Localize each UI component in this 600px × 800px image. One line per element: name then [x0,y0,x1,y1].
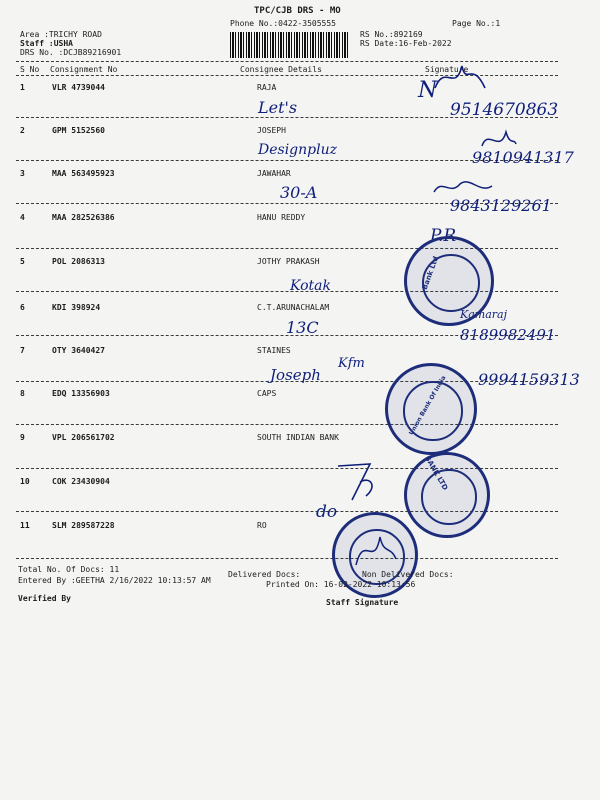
column-header-signature: Signature [425,65,469,74]
row-consignee: CAPS [257,389,277,398]
row-consignee: HANU REDDY [257,213,306,222]
bank-seal-stamp [404,452,490,538]
stamp-label: BANK LTD [423,454,450,492]
row-consignment: KDI 398924 [52,303,101,312]
row-sno: 2 [20,126,25,135]
handwritten-note: do [316,502,338,522]
row-consignment: MAA 282526386 [52,213,115,222]
row-sno: 4 [20,213,25,222]
handwritten-note: P.R [430,226,457,246]
row-consignment: EDQ 13356903 [52,389,110,398]
handwritten-phone: 9514670863 [450,100,559,120]
barcode [230,32,350,58]
bank-seal-stamp [385,363,477,455]
handwritten-phone: 9843129261 [450,196,552,215]
signature-scribble [430,58,490,98]
row-consignee: JAWAHAR [257,169,291,178]
phone-number: Phone No.:0422-3505555 [230,19,336,28]
row-divider [16,558,558,559]
handwritten-note: 30-A [280,183,318,202]
handwritten-phone: 9810941317 [472,148,574,167]
entered-by: Entered By :GEETHA 2/16/2022 10:13:57 AM [18,576,211,585]
row-consignment: COK 23430904 [52,477,110,486]
row-consignment: SLM 289587228 [52,521,115,530]
row-consignment: VLR 4739044 [52,83,105,92]
handwritten-phone: 9994159313 [478,370,580,389]
row-consignee: SOUTH INDIAN BANK [257,433,339,442]
stamp-label: Union Bank Of India [407,374,448,437]
row-consignee: RAJA [257,83,277,92]
row-consignment: OTY 3640427 [52,346,105,355]
row-sno: 1 [20,83,25,92]
handwritten-note: Designpluz [258,142,337,158]
drs-number: DRS No. :DCJB89216901 [20,48,122,57]
staff-label: Staff :USHA [20,39,73,48]
handwritten-note: Kfm [338,356,365,371]
column-header-sno: S No [20,65,40,74]
row-sno: 6 [20,303,25,312]
row-consignment: POL 2086313 [52,257,105,266]
handwritten-note: Let's [258,98,298,117]
staff-signature: Staff Signature [326,598,399,607]
bank-seal-stamp [404,236,494,326]
delivered-docs: Delivered Docs: [228,570,301,579]
row-sno: 5 [20,257,25,266]
row-sno: 11 [20,521,30,530]
signature-scribble [330,456,390,506]
handwritten-initial: N [418,78,438,103]
non-delivered-docs: Non Delivered Docs: [362,570,454,579]
column-header-consignment: Consignment No [50,65,118,74]
signature-scribble [350,525,400,575]
row-sno: 9 [20,433,25,442]
area-label: Area :TRICHY ROAD [20,30,102,39]
rs-number: RS No.:892169 [360,30,423,39]
printed-on: Printed On: 16-02-2022 10:13:56 [266,580,416,589]
row-consignment: VPL 206561702 [52,433,115,442]
rs-date: RS Date:16-Feb-2022 [360,39,452,48]
row-consignee: C.T.ARUNACHALAM [257,303,330,312]
row-sno: 10 [20,477,30,486]
handwritten-phone: 8189982491 [460,326,556,344]
row-consignee: JOTHY PRAKASH [257,257,320,266]
row-sno: 3 [20,169,25,178]
column-header-consignee: Consignee Details [240,65,322,74]
row-consignee: STAINES [257,346,291,355]
verified-by: Verified By [18,594,71,603]
row-consignee: JOSEPH [257,126,286,135]
row-divider [16,424,558,425]
row-consignment: MAA 563495923 [52,169,115,178]
row-consignee: RO [257,521,267,530]
row-consignment: GPM 5152560 [52,126,105,135]
stamp-label: Bank Ltd [420,255,441,291]
row-sno: 7 [20,346,25,355]
row-sno: 8 [20,389,25,398]
page-number: Page No.:1 [452,19,501,28]
handwritten-note: Joseph [270,366,321,384]
document-title: TPC/CJB DRS - MO [254,6,341,16]
total-docs: Total No. Of Docs: 11 [18,565,120,574]
handwritten-note: 13C [286,318,319,337]
handwritten-note: Kotak [290,278,331,294]
handwritten-note: Kamaraj [460,308,507,321]
